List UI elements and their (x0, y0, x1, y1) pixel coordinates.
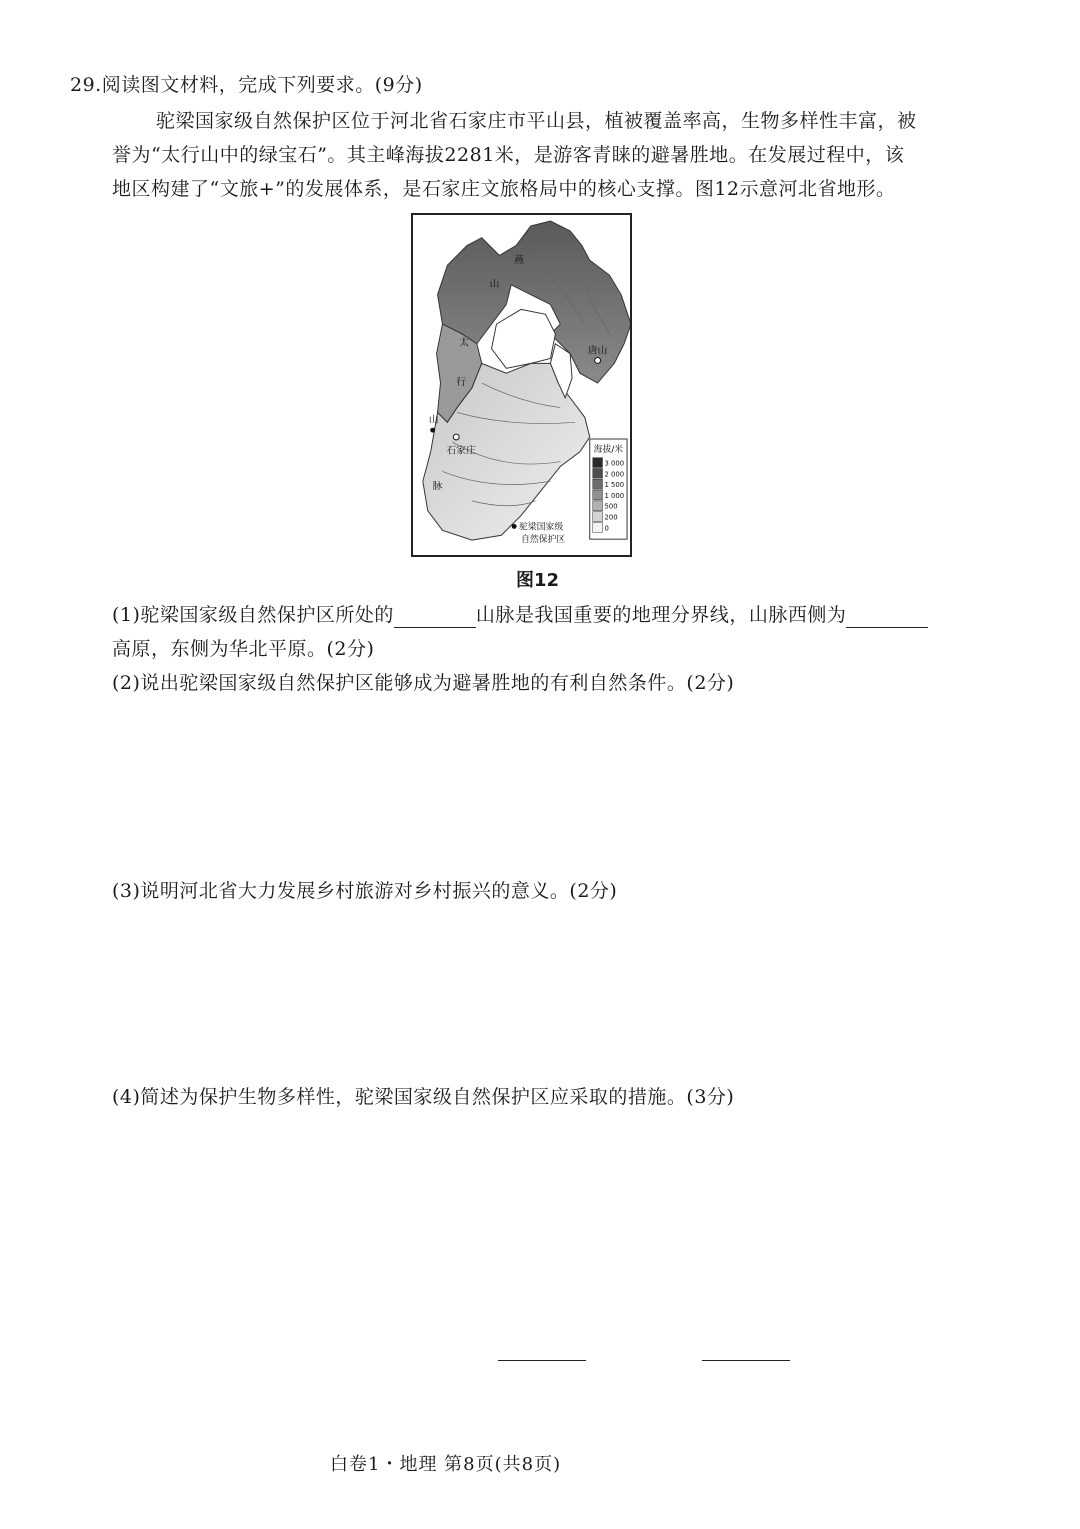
legend-level-label: 200 (604, 513, 618, 522)
beijing-area (492, 309, 556, 368)
question-title: 29.阅读图文材料，完成下列要求。(9分) (70, 74, 423, 96)
legend-reserve-label-1: 驼梁国家级 (519, 522, 564, 533)
legend-reserve-dot (512, 524, 517, 529)
yan-char-1: 燕 (514, 255, 524, 267)
q3-text: (3)说明河北省大力发展乡村旅游对乡村振兴的意义。(2分) (112, 880, 618, 902)
page-footer: 白卷1・地理 第8页(共8页) (330, 1454, 562, 1475)
legend-swatch (593, 468, 603, 478)
legend-level-label: 1 500 (604, 481, 625, 490)
q1-text-part2: 山脉是我国重要的地理分界线，山脉西侧为 (475, 604, 847, 626)
tangshan-label: 唐山 (587, 345, 608, 357)
yan-char-2: 山 (489, 278, 500, 290)
q1-blank-1[interactable] (394, 607, 476, 628)
range-char-4: 脉 (432, 481, 443, 493)
legend-level-label: 2 000 (604, 470, 625, 479)
q1-blank-2[interactable] (846, 607, 928, 628)
terrain-map-svg (413, 215, 630, 555)
legend-reserve-label-2: 自然保护区 (521, 535, 566, 546)
tuoliang-reserve-marker (430, 428, 435, 433)
hebei-terrain-map (411, 213, 632, 557)
shijiazhuang-label: 石家庄 (446, 445, 476, 457)
q1-line-1 (112, 602, 928, 628)
elevation-legend (590, 439, 627, 539)
q2-text: (2)说出驼梁国家级自然保护区能够成为避暑胜地的有利自然条件。(2分) (112, 672, 735, 694)
range-char-1: 太 (459, 337, 469, 349)
map-caption: 图12 (516, 570, 560, 591)
answer-line-2[interactable] (702, 1360, 790, 1361)
shijiazhuang-marker (453, 434, 459, 440)
q1-text-part1: (1)驼梁国家级自然保护区所处的 (112, 604, 394, 626)
q4-text: (4)简述为保护生物多样性，驼梁国家级自然保护区应采取的措施。(3分) (112, 1086, 735, 1108)
legend-swatch (593, 458, 603, 468)
legend-level-label: 1 000 (604, 491, 625, 500)
legend-level-label: 0 (604, 524, 609, 533)
tangshan-marker (595, 358, 601, 364)
legend-swatch (593, 501, 603, 511)
legend-level-label: 500 (604, 502, 618, 511)
material-line-2: 誉为“太行山中的绿宝石”。其主峰海拔2281米，是游客青睐的避暑胜地。在发展过程中，该 (112, 144, 905, 166)
material-line-1: 驼梁国家级自然保护区位于河北省石家庄市平山县，植被覆盖率高，生物多样性丰富，被 (156, 110, 917, 132)
answer-line-1[interactable] (498, 1360, 586, 1361)
legend-level-label: 3 000 (604, 459, 625, 468)
legend-swatch (593, 522, 603, 532)
legend-swatch (593, 512, 603, 522)
legend-title: 海拔/米 (593, 444, 624, 455)
legend-swatch (593, 479, 603, 489)
range-char-2: 行 (456, 377, 467, 388)
range-char-3: 山 (428, 414, 439, 426)
q1-line-2: 高原，东侧为华北平原。(2分) (112, 638, 375, 660)
material-line-3: 地区构建了“文旅+”的发展体系，是石家庄文旅格局中的核心支撑。图12示意河北省地形。 (112, 178, 896, 200)
legend-swatch (593, 490, 603, 500)
